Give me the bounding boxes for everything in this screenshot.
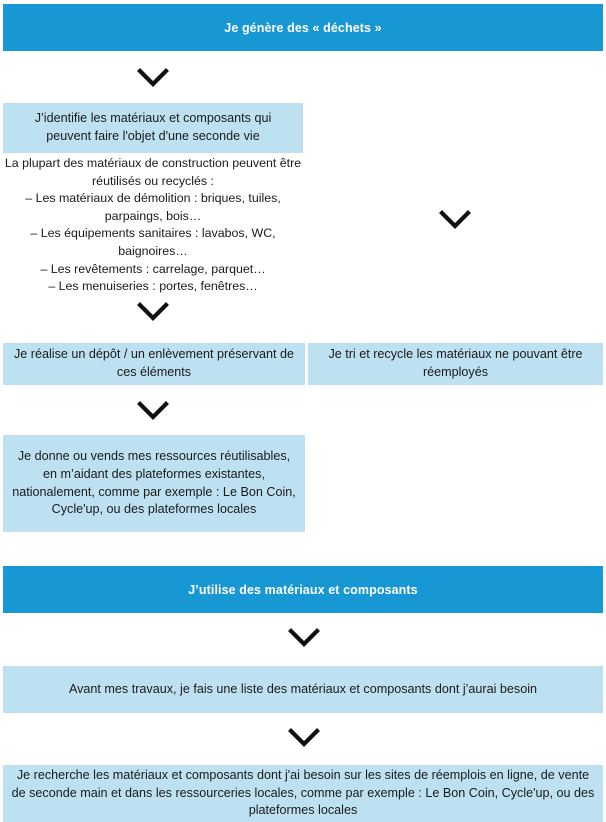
step-deposit-removal: Je réalise un dépôt / un enlèvement préservant de ces éléments (3, 343, 305, 385)
chevron-after-deposit (137, 401, 169, 421)
detail-bullet-joinery: – Les menuiseries : portes, fenêtres… (48, 279, 258, 294)
detail-lead-text: La plupart des matériaux de construction peuvent être réutilisés ou recyclés : (4, 156, 302, 188)
chevron-after-header-one (137, 68, 169, 88)
detail-bullet-coverings: – Les revêtements : carrelage, parquet… (40, 261, 266, 276)
chevron-to-sort-branch (439, 210, 471, 230)
step-identify-materials: J’identifie les matériaux et composants qui peuvent faire l'objet d'une seconde vie (3, 103, 303, 153)
section-header-generate-waste: Je génère des « déchets » (3, 4, 603, 51)
step-search-reuse-sites: Je recherche les matériaux et composants dont j'ai besoin sur les sites de réemplois en ligne, de vente de seconde main et dans les ressourceries locales, comme par exemple : Le Bon Coin, Cycle'up, ou des plateformes locales (3, 765, 603, 822)
chevron-after-header-two (288, 628, 320, 648)
step-sort-recycle: Je tri et recycle les matériaux ne pouvant être réemployés (308, 343, 603, 385)
chevron-after-list (288, 728, 320, 748)
section-header-use-materials: J’utilise des matériaux et composants (3, 566, 603, 613)
step-make-material-list: Avant mes travaux, je fais une liste des matériaux et composants dont j’aurai besoin (3, 666, 603, 713)
step-give-or-sell-resources: Je donne ou vends mes ressources réutilisables, en m’aidant des plateformes existantes, nationalement, comme par exemple : Le Bon Coin, Cycle'up, ou des plateformes locales (3, 435, 305, 532)
detail-bullet-demolition: – Les matériaux de démolition : briques, tuiles, parpaings, bois… (25, 191, 281, 223)
detail-reusable-materials (3, 155, 303, 296)
chevron-after-identify (137, 302, 169, 322)
detail-bullet-sanitary: – Les équipements sanitaires : lavabos, WC, baignoires… (30, 226, 276, 259)
